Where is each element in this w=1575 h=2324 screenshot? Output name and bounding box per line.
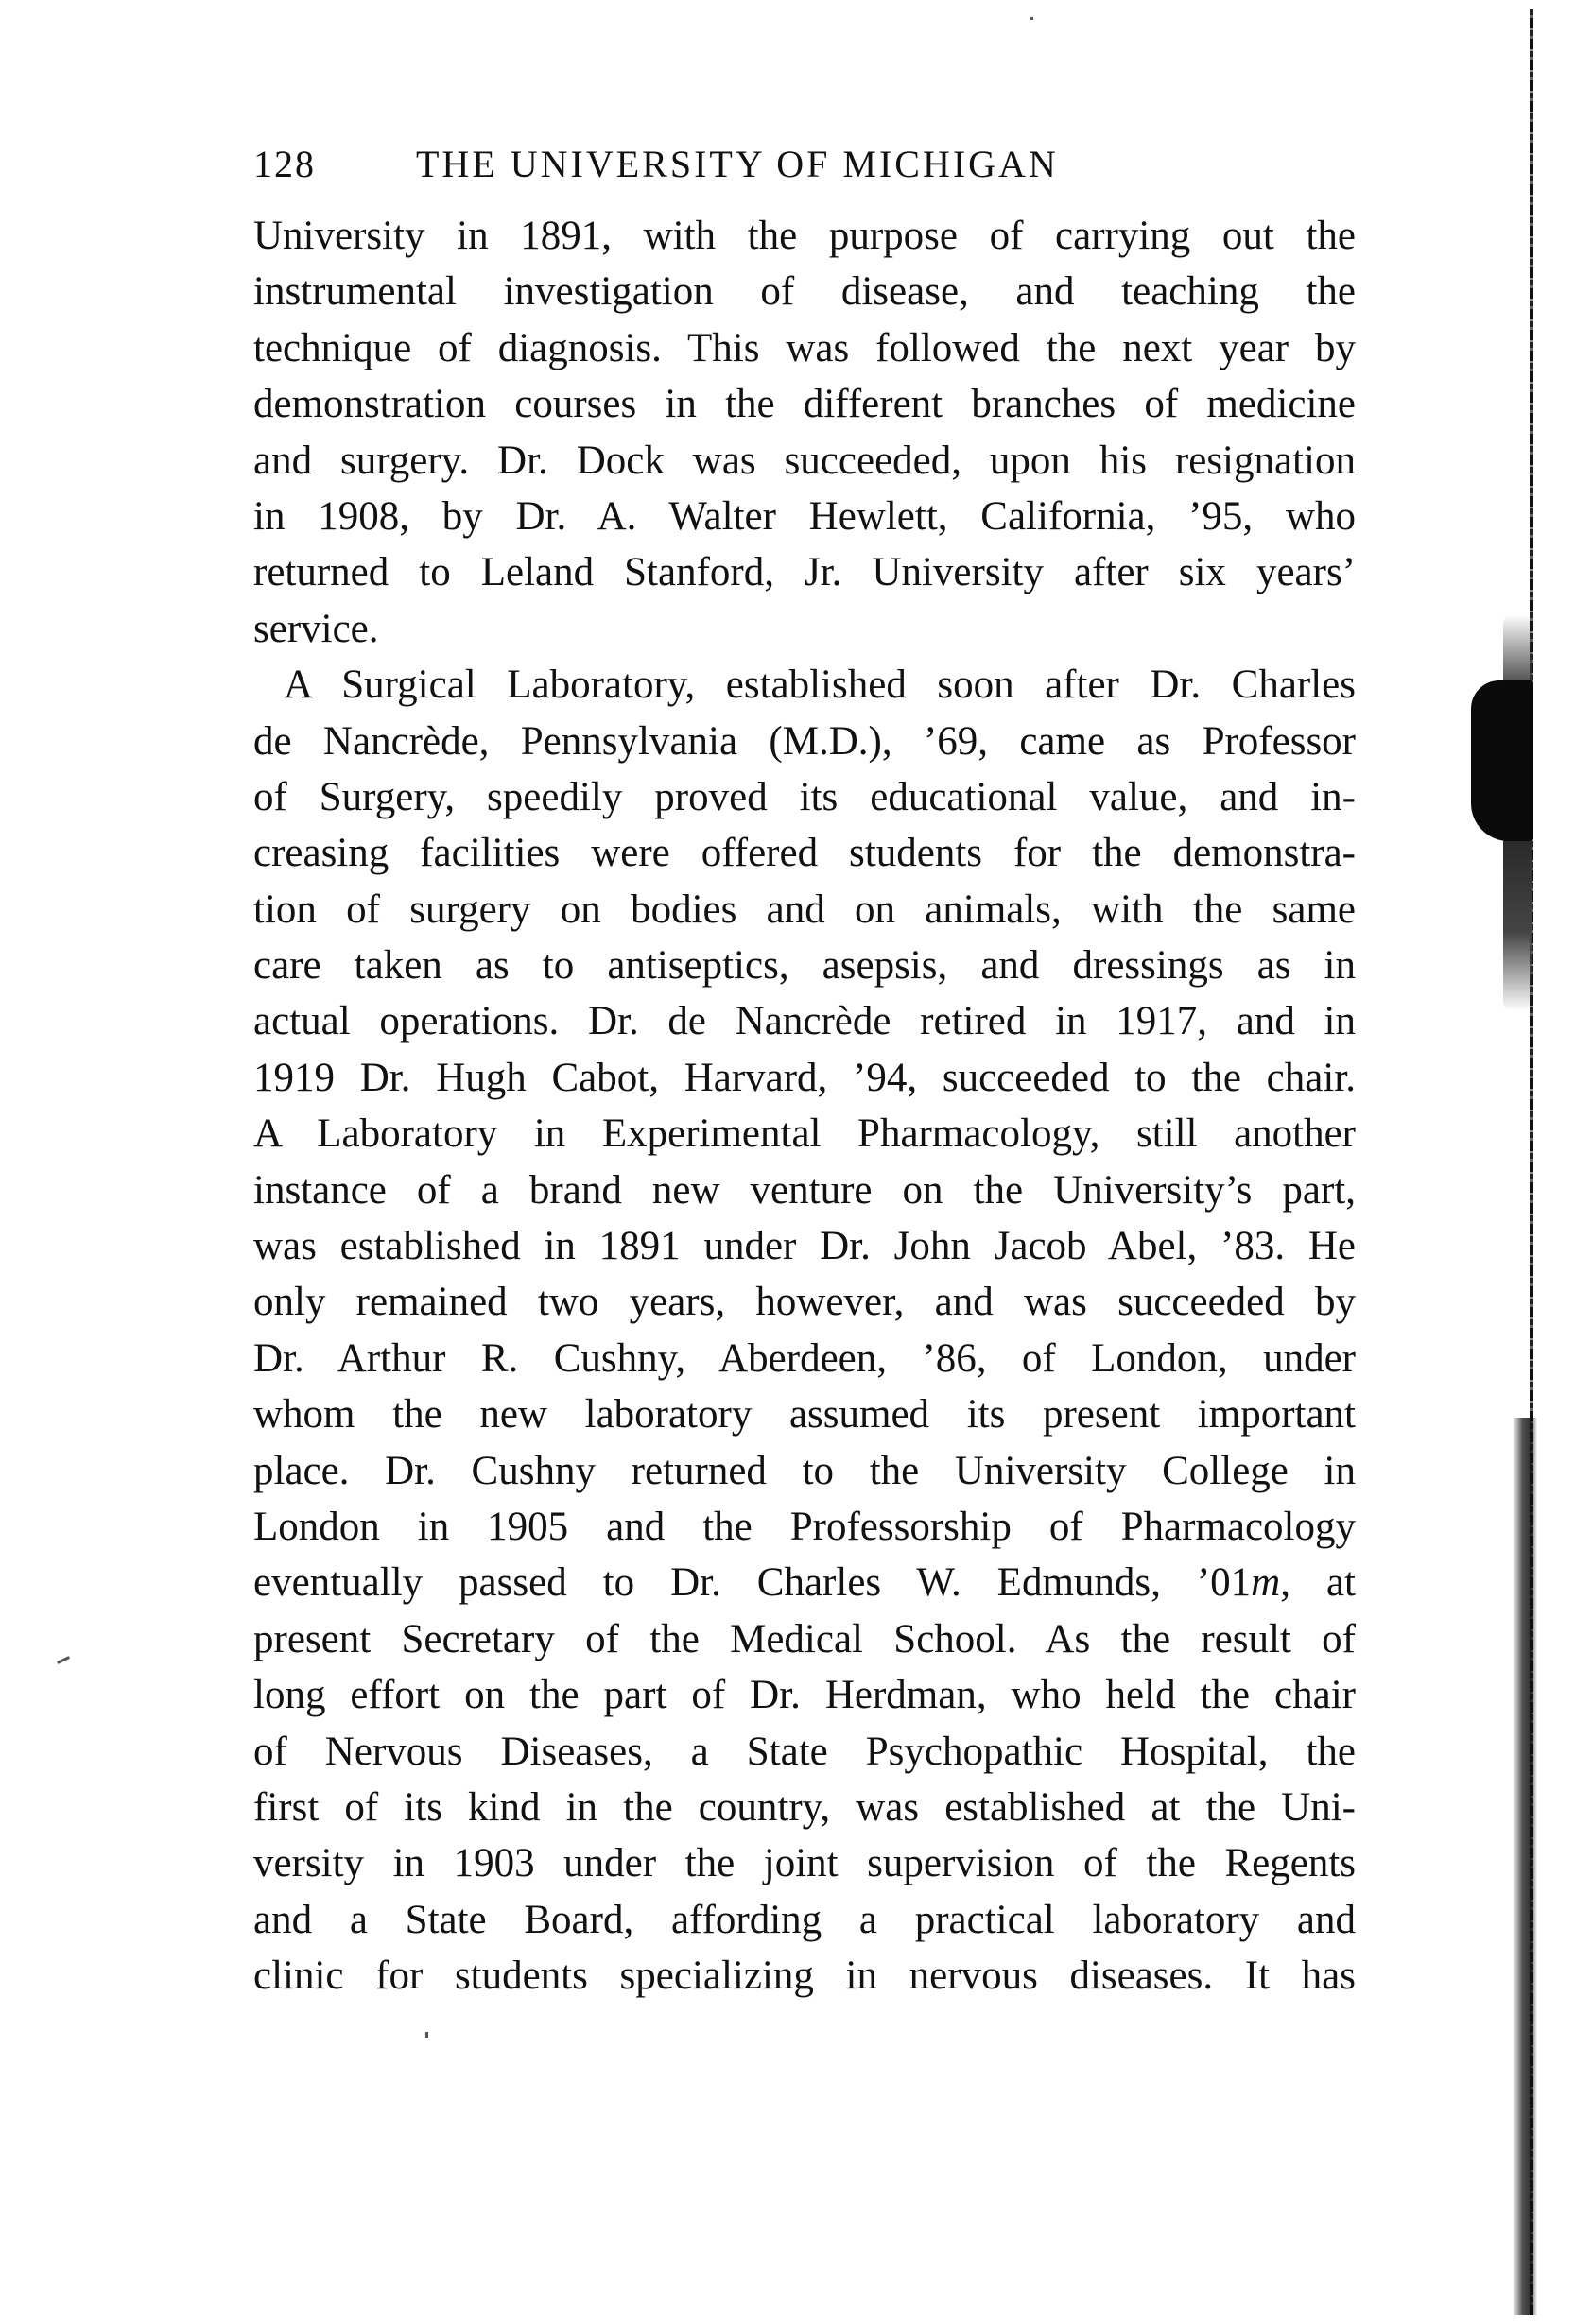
text-line: demonstration courses in the different branches of medicine bbox=[253, 382, 1356, 427]
scan-artifact-blob bbox=[1471, 680, 1533, 841]
text-line: first of its kind in the country, was established at the Uni- bbox=[253, 1784, 1356, 1830]
text-line: Dr. Arthur R. Cushny, Aberdeen, ’86, of London, under bbox=[253, 1335, 1356, 1381]
page-edge-shadow-bottom bbox=[1513, 1418, 1537, 2315]
text-line: clinic for students specializing in nervous diseases. It has bbox=[253, 1954, 1356, 1999]
text-line: of Nervous Diseases, a State Psychopathic Hospital, the bbox=[253, 1729, 1356, 1774]
running-head bbox=[253, 142, 1356, 198]
text-line: and a State Board, affording a practical laboratory and bbox=[253, 1897, 1356, 1942]
running-title: THE UNIVERSITY OF MICHIGAN bbox=[416, 143, 1059, 185]
text-line bbox=[253, 1555, 1356, 1610]
text-line: actual operations. Dr. de Nancrède retired in 1917, and in bbox=[253, 999, 1356, 1044]
text-line: care taken as to antiseptics, asepsis, and dressings as in bbox=[253, 943, 1356, 989]
text-line: was established in 1891 under Dr. John Jacob Abel, ’83. He bbox=[253, 1224, 1356, 1269]
paragraph-end-line: service. bbox=[253, 606, 379, 651]
body-text bbox=[253, 208, 1356, 2005]
text-line: whom the new laboratory assumed its present important bbox=[253, 1392, 1356, 1437]
text-line: A Laboratory in Experimental Pharmacology, still another bbox=[253, 1111, 1356, 1157]
text-line: returned to Leland Stanford, Jr. University after six years’ bbox=[253, 550, 1356, 595]
text-fragment: eventually passed to Dr. Charles W. Edmunds, ’01 bbox=[253, 1560, 1252, 1606]
scan-speck bbox=[57, 1656, 70, 1664]
text-line: versity in 1903 under the joint supervision of the Regents bbox=[253, 1841, 1356, 1886]
page-number: 128 bbox=[253, 143, 316, 185]
scan-speck bbox=[1030, 17, 1033, 20]
text-line: de Nancrède, Pennsylvania (M.D.), ’69, came as Professor bbox=[253, 718, 1356, 764]
text-line: instrumental investigation of disease, and teaching the bbox=[253, 269, 1356, 315]
text-line bbox=[253, 769, 1356, 825]
text-fragment: , at bbox=[1280, 1560, 1356, 1606]
text-line: in 1908, by Dr. A. Walter Hewlett, California, ’95, who bbox=[253, 493, 1356, 539]
text-line: and surgery. Dr. Dock was succeeded, upon his resignation bbox=[253, 438, 1356, 483]
italic-fragment: m bbox=[1251, 1560, 1281, 1606]
text-line: long effort on the part of Dr. Herdman, who held the chair bbox=[253, 1673, 1356, 1718]
text-line: tion of surgery on bodies and on animals, with the same bbox=[253, 887, 1356, 932]
text-line: present Secretary of the Medical School. As the result of bbox=[253, 1616, 1356, 1661]
text-fragment: of Surgery, speedily proved its educational value, and in- bbox=[253, 774, 1356, 819]
text-line: University in 1891, with the purpose of carrying out the bbox=[253, 214, 1356, 258]
text-line: only remained two years, however, and was succeeded by bbox=[253, 1280, 1356, 1325]
text-line: technique of diagnosis. This was followed the next year by bbox=[253, 325, 1356, 370]
scan-speck bbox=[425, 2032, 428, 2038]
text-line: 1919 Dr. Hugh Cabot, Harvard, ’94, succeeded to the chair. bbox=[253, 1055, 1356, 1100]
text-line: creasing facilities were offered students for the demonstra- bbox=[253, 831, 1356, 876]
paragraph-start-line: A Surgical Laboratory, established soon after Dr. Charles bbox=[284, 663, 1356, 708]
text-line: instance of a brand new venture on the University’s part, bbox=[253, 1167, 1356, 1213]
text-line: place. Dr. Cushny returned to the University College in bbox=[253, 1448, 1356, 1493]
text-line: London in 1905 and the Professorship of Pharmacology bbox=[253, 1504, 1356, 1549]
